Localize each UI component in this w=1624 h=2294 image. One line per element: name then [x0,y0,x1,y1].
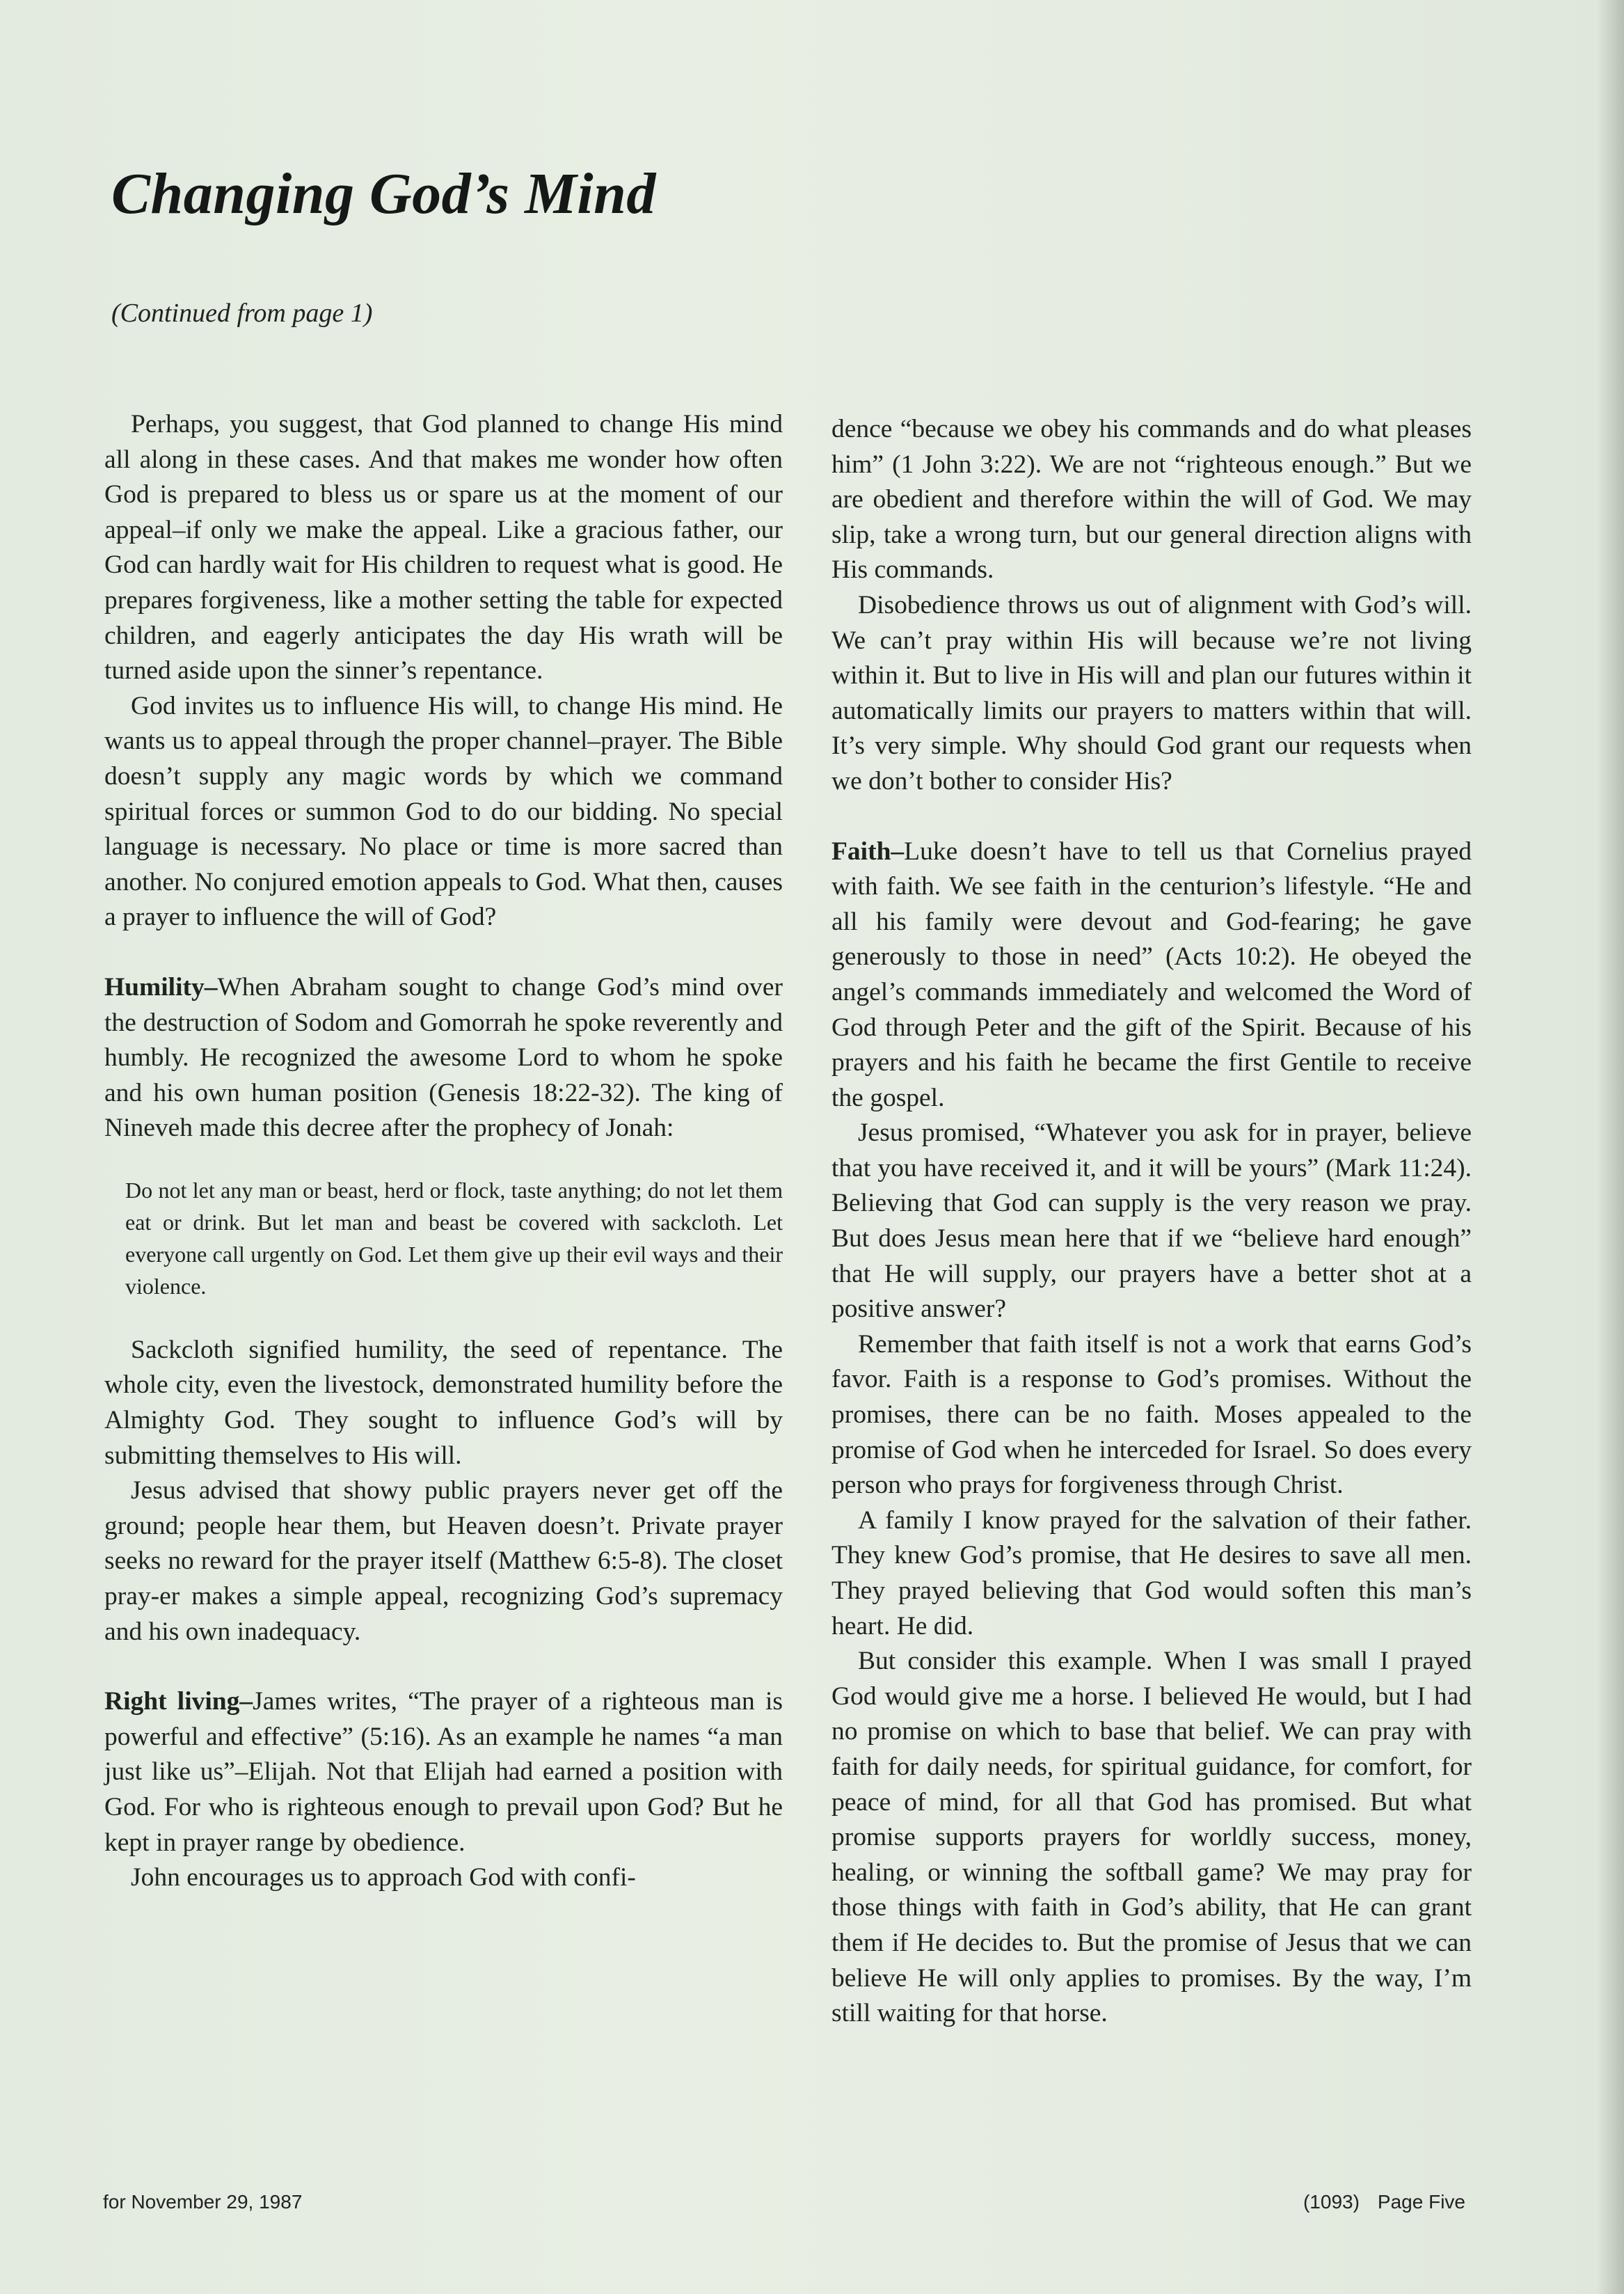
paragraph-text: Luke doesn’t have to tell us that Cornelius prayed with faith. We see faith in the centurion’s lifestyle. “He and all his family were devout and God-fearing; he gave generously to those in need” (Acts 10:2). He obeyed the angel’s commands immediately and welcomed the Word of God through Peter and the gift of the Spirit. Because of his prayers and his faith he became the first Gentile to receive the gospel. [831,837,1472,1112]
section-heading-right-living: Right living– [104,1687,253,1716]
paragraph-text: James writes, “The prayer of a righteous man is powerful and effective” (5:16). As an example he names “a man just like us”–Elijah. Not that Elijah had earned a position with God. For who is righteous enough to prevail upon God? But he kept in prayer range by obedience. [104,1687,783,1857]
paragraph [104,970,783,1146]
paragraph: Perhaps, you suggest, that God planned to change His mind all along in these cases. And that makes me wonder how often God is prepared to bless us or spare us at the moment of our appeal–if only we make the appeal. Like a gracious father, our God can hardly wait for His children to request what is good. He prepares forgiveness, like a mother setting the table for expected children, and eagerly anticipates the day His wrath will be turned aside upon the sinner’s repentance. [104,410,783,686]
paragraph: John encourages us to approach God with confi- [131,1863,636,1892]
paragraph: Remember that faith itself is not a work that earns God’s favor. Faith is a response to God’s promises. Without the promises, there can be no faith. Moses appealed to the promise of God when he interceded for Israel. So does every person who prays for forgiveness through Christ. [831,1329,1472,1500]
continued-note: (Continued from page 1) [111,299,373,328]
paragraph: Disobedience throws us out of alignment with God’s will. We can’t pray within His will because we’re not living within it. But to live in His will and plan our futures within it automatically limits our prayers to matters within that will. It’s very simple. Why should God grant our requests when we don’t bother to consider His? [831,590,1472,796]
paragraph: Sackcloth signified humility, the seed of repentance. The whole city, even the livestock, demonstrated humility before the Almighty God. They sought to influence God’s will by submitting themselves to His will. [104,1335,783,1470]
paragraph: But consider this example. When I was small I prayed God would give me a horse. I believed He would, but I had no promise on which to base that belief. We can pray with faith for daily needs, for spiritual guidance, for comfort, for peace of mind, for all that God has promised. But what promise supports prayers for worldly success, money, healing, or winning the softball game? We may pray for those things with faith in God’s ability, that He can grant them if He decides to. But the promise of Jesus that we can believe He will only applies to promises. By the way, I’m still waiting for that horse. [831,1647,1472,2028]
paragraph-text: When Abraham sought to change God’s mind over the destruction of Sodom and Gomorrah he spoke reverently and humbly. He recognized the awesome Lord to whom he spoke and his own human position (Genesis 18:22-32). The king of Nineveh made this decree after the prophecy of Jonah: [104,972,783,1143]
footer-date: for November 29, 1987 [103,2191,303,2213]
paragraph: A family I know prayed for the salvation of their father. They knew God’s promise, that He desires to save all men. They prayed believing that God would soften this man’s heart. He did. [831,1505,1472,1640]
section-heading-humility: Humility– [104,972,218,1002]
left-column [104,407,783,1896]
paragraph: Jesus advised that showy public prayers never get off the ground; people hear them, but Heaven doesn’t. Private prayer seeks no reward for the prayer itself (Matthew 6:5-8). The closet pray-er makes a simple appeal, recognizing God’s supremacy and his own inadequacy. [104,1476,783,1646]
page-label: Page Five [1377,2191,1465,2213]
paragraph: God invites us to influence His will, to change His mind. He wants us to appeal through the proper channel–prayer. The Bible doesn’t supply any magic words by which we command spiritual forces or summon God to do our bidding. No special language is necessary. No place or time is more sacred than another. No conjured emotion appeals to God. What then, causes a prayer to influence the will of God? [104,691,783,932]
paragraph: Jesus promised, “Whatever you ask for in prayer, believe that you have received it, and it will be yours” (Mark 11:24). Believing that God can supply is the very reason we pray. But does Jesus mean here that if we “believe hard enough” that He will supply, our prayers have a better shot at a positive answer? [831,1118,1472,1324]
section-heading-faith: Faith– [831,837,905,866]
article-title: Changing God’s Mind [111,161,656,226]
paragraph: dence “because we obey his commands and do what pleases him” (1 John 3:22). We are not “righteous enough.” But we are obedient and therefore within the will of God. We may slip, take a wrong turn, but our general direction aligns with His commands. [831,415,1472,585]
issue-number: (1093) [1303,2191,1360,2213]
right-column [831,412,1472,2032]
block-quote: Do not let any man or beast, herd or flock, taste anything; do not let them eat or drink. But let man and beast be covered with sackcloth. Let everyone call urgently on God. Let them give up their evil ways and their violence. [125,1177,783,1299]
footer-page-info [1303,2191,1465,2213]
paragraph [104,1684,783,1860]
paragraph [831,834,1472,1116]
